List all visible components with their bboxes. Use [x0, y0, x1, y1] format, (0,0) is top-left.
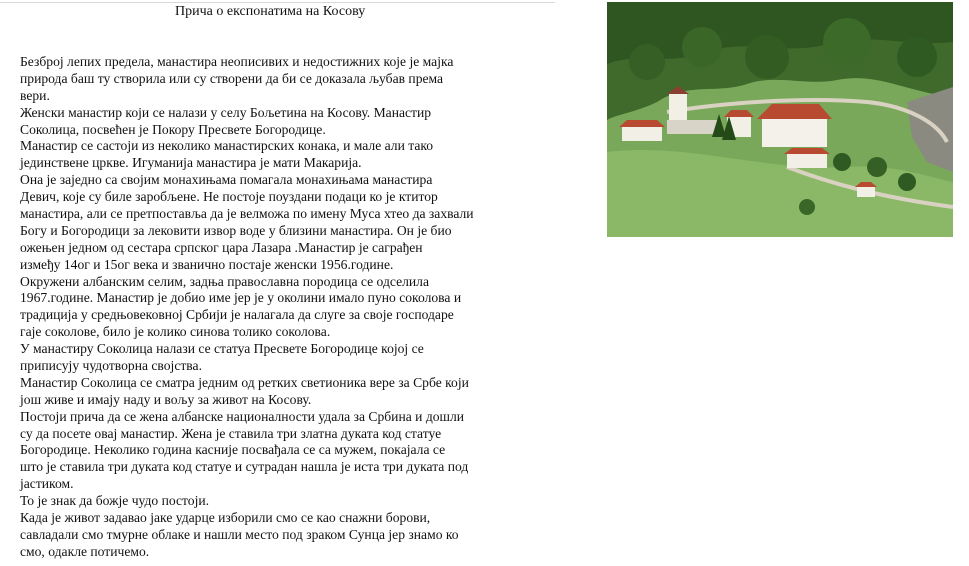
document-body [20, 54, 560, 561]
photo-small-building [857, 187, 875, 197]
photo-tree [897, 37, 937, 77]
body-line: што је ставила три дуката код статуе и сутрадан нашла је иста три дуката под [20, 459, 469, 475]
body-line: приписују чудотворна својства. [20, 358, 202, 374]
photo-roof [619, 120, 665, 127]
body-line: вери. [20, 87, 50, 103]
body-line: Окружени албанским селим, задња православна породица се одселила [20, 273, 429, 289]
body-line: савладали смо тмурне облаке и нашли место под зраком Сунца јер знамо ко [20, 526, 459, 542]
body-line: Манастир се састоји из неколико манастирских конака, и мале али тако [20, 138, 434, 154]
photo-tower [669, 94, 687, 122]
body-line: су да посете овај манастир. Жена је ставила три златна дуката код статуе [20, 425, 442, 441]
photo-tree [867, 157, 887, 177]
body-line: манастира, али се претпоставља да је велможа по имену Муса хтео да захвали [20, 206, 474, 222]
body-line: Богородице. Неколико година касније посвађала се са мужем, покајала се [20, 442, 446, 458]
photo-tree [833, 153, 851, 171]
photo-roof [784, 148, 830, 154]
photo-main-building [762, 117, 827, 147]
body-line: Богу и Богородици за лековити извор воде у близини манастира. Он је био [20, 222, 452, 238]
body-line: Она је заједно са својим монахињама помагала монахињама манастира [20, 172, 433, 188]
photo-tree [823, 18, 871, 66]
photo-building [622, 127, 662, 141]
body-line: између 14ог и 15ог века и званично постаје женски 1956.године. [20, 256, 394, 272]
body-line: гаје соколове, било је колико синова толико соколова. [20, 324, 331, 340]
photo-tree [799, 199, 815, 215]
body-line: јастиком. [20, 476, 74, 492]
body-line: Када је живот задавао јаке ударце изборили смо се као снажни борови, [20, 510, 431, 526]
body-line: Постоји прича да се жена албанске националности удала за Србина и дошли [20, 408, 465, 424]
body-line: природа баш ту створила или су створени да би се доказала љубав према [20, 70, 444, 86]
body-line: традиција у средњовековној Србији је налагала да слуге за своје господаре [20, 307, 454, 323]
body-line: још живе и имају наду и вољу за живот на Косову. [20, 391, 312, 407]
body-line: Безброј лепих предела, манастира неописивих и недостижних које је мајка [20, 54, 454, 69]
body-line: У манастиру Соколица налази се статуа Пресвете Богородице којој се [20, 341, 424, 357]
body-line: 1967.године. Манастир је добио име јер је у околини имало пуно соколова и [20, 290, 462, 306]
page-title: Прича о експонатима на Косову [175, 4, 366, 19]
photo-building [787, 154, 827, 168]
photo-tree [898, 173, 916, 191]
photo-tree [682, 27, 722, 67]
body-line: Женски манастир који се налази у селу Бољетина на Косову. Манастир [20, 104, 432, 120]
page-top-rule [0, 2, 555, 3]
body-line: ожењен једном од сестара српског цара Лазара .Манастир је саграђен [20, 239, 423, 255]
photo-tree [745, 35, 789, 79]
photo-tree [629, 44, 665, 80]
monastery-photo [607, 2, 953, 237]
photo-wall [667, 120, 717, 134]
body-line: Девич, које су биле заробљене. Не постоје поуздани подаци ко је ктитор [20, 189, 438, 205]
body-line: Соколица, посвећен је Покору Пресвете Богородице. [20, 121, 326, 137]
monastery-photo-illustration [607, 2, 953, 237]
body-line: То је знак да божје чудо постоји. [20, 493, 210, 509]
body-line: смо, одакле потичемо. [20, 543, 150, 559]
body-line: Манастир Соколица се сматра једним од ретких светионика вере за Србе који [20, 374, 469, 390]
body-line: јединствене црквe. Игуманија манастира је мати Макарија. [20, 155, 362, 171]
